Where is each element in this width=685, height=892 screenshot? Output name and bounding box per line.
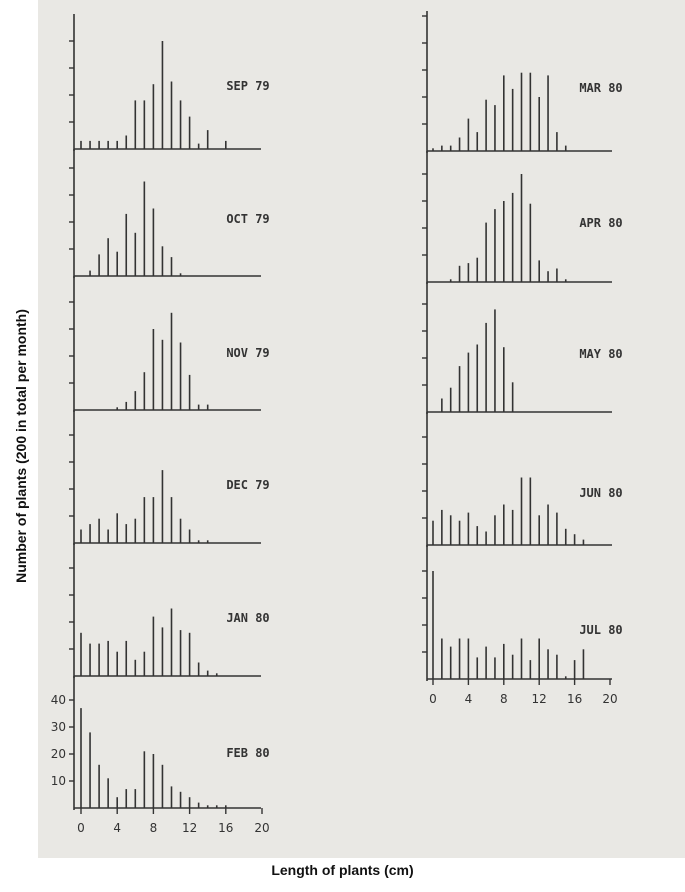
month-label-sep-79: SEP 79 — [226, 79, 270, 93]
y-tick-label-feb-80-30: 30 — [50, 720, 66, 734]
month-label-oct-79: OCT 79 — [226, 212, 270, 226]
x-tick-label-feb-80-0: 0 — [77, 821, 85, 835]
month-label-may-80: MAY 80 — [579, 347, 623, 361]
y-axis-title: Number of plants (200 in total per month) — [13, 309, 29, 583]
y-tick-label-feb-80-20: 20 — [50, 747, 66, 761]
month-label-mar-80: MAR 80 — [579, 81, 623, 95]
x-tick-label-jul-80-4: 4 — [464, 692, 473, 706]
x-tick-label-jul-80-0: 0 — [429, 692, 437, 706]
month-label-dec-79: DEC 79 — [226, 478, 270, 492]
x-tick-label-feb-80-8: 8 — [149, 821, 158, 835]
x-tick-label-feb-80-12: 12 — [181, 821, 198, 835]
y-tick-label-feb-80-40: 40 — [50, 693, 66, 707]
x-tick-label-jul-80-12: 12 — [531, 692, 547, 706]
month-label-jun-80: JUN 80 — [579, 486, 623, 500]
month-label-nov-79: NOV 79 — [226, 346, 270, 360]
month-label-feb-80: FEB 80 — [226, 746, 270, 760]
month-label-jan-80: JAN 80 — [226, 611, 270, 625]
x-tick-label-jul-80-16: 16 — [566, 692, 583, 706]
x-tick-label-feb-80-4: 4 — [113, 821, 122, 835]
month-label-jul-80: JUL 80 — [579, 623, 623, 637]
x-tick-label-jul-80-20: 20 — [602, 692, 618, 706]
y-tick-label-feb-80-10: 10 — [50, 774, 66, 788]
month-label-apr-80: APR 80 — [579, 216, 623, 230]
x-tick-label-feb-80-20: 20 — [254, 821, 270, 835]
x-tick-label-jul-80-8: 8 — [499, 692, 508, 706]
x-tick-label-feb-80-16: 16 — [218, 821, 234, 835]
x-axis-title: Length of plants (cm) — [271, 862, 414, 878]
